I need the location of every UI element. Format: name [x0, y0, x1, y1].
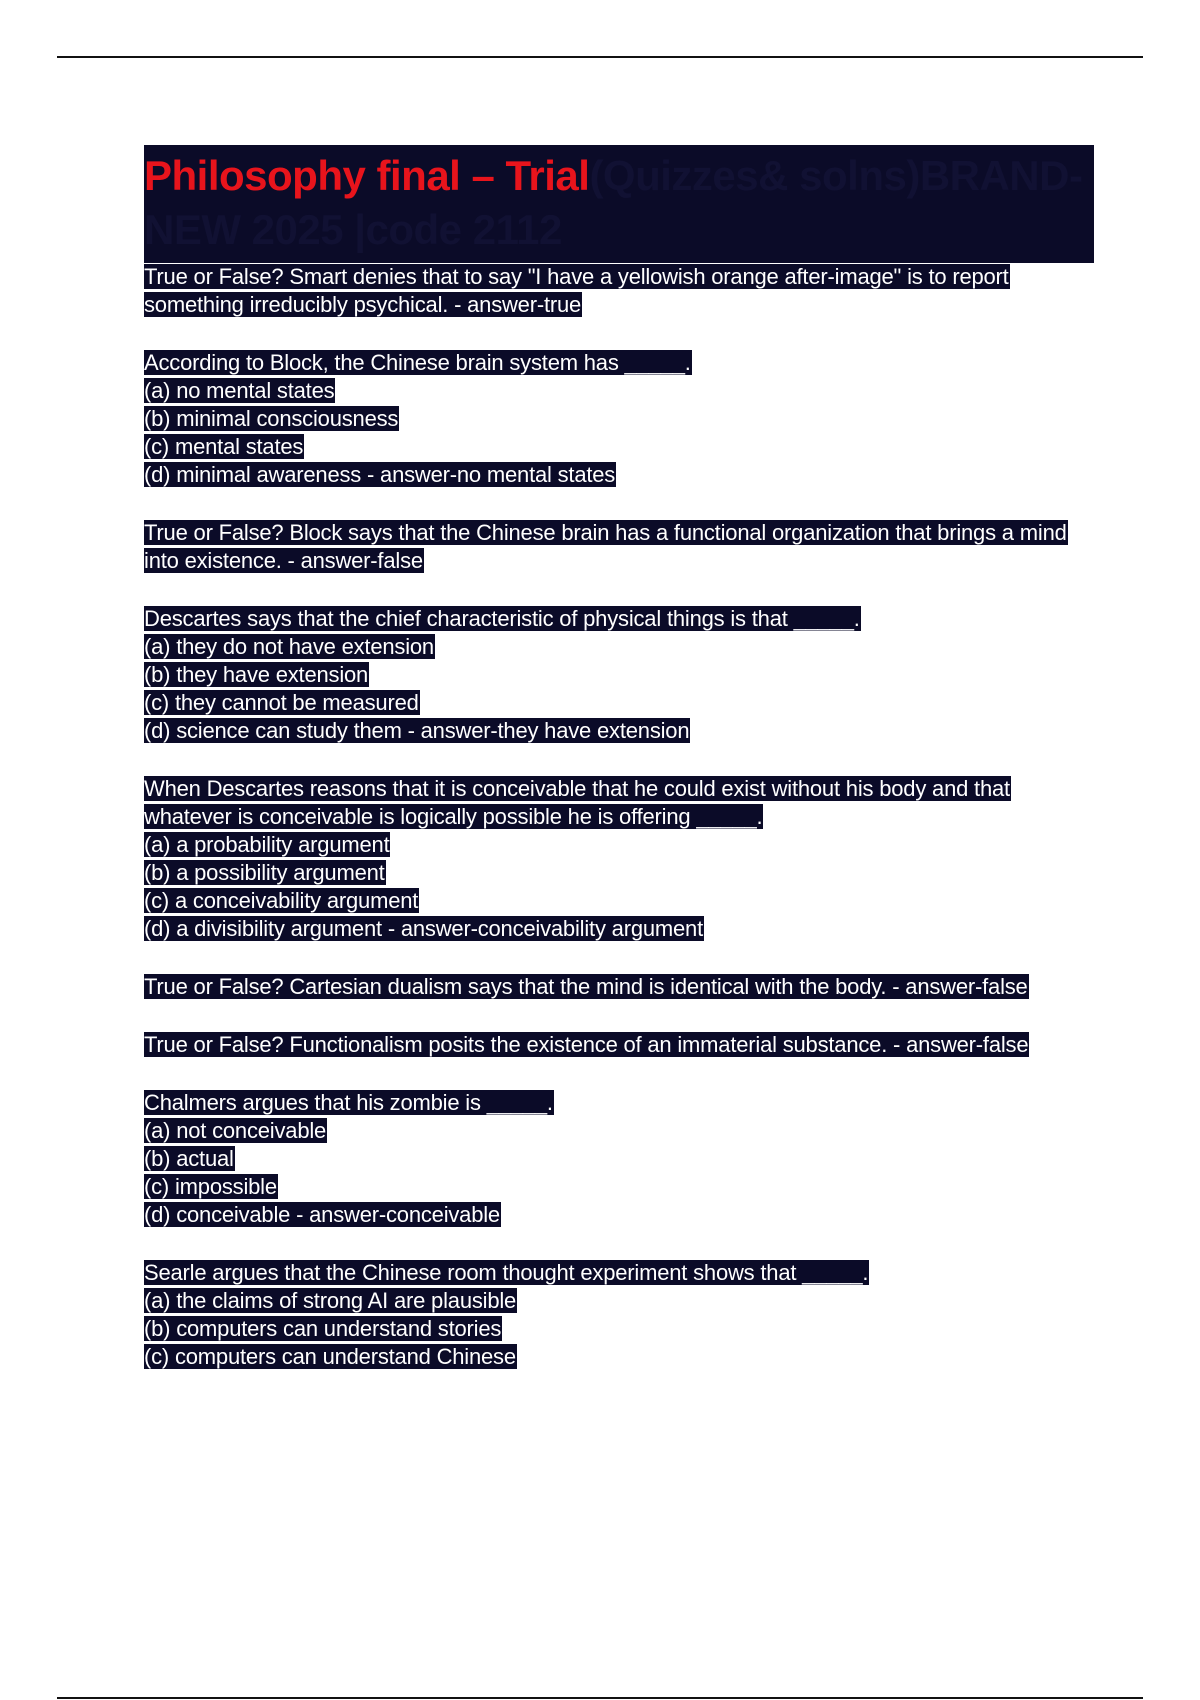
answer-option-text: (b) actual [144, 1146, 234, 1171]
question-text-highlight: When Descartes reasons that it is conceivable that he could exist without his body and that whatever is conceivable is logically possible he is offering _____. [144, 776, 1010, 829]
answer-option-text: (a) they do not have extension [144, 634, 434, 659]
question-text-highlight: True or False? Cartesian dualism says that the mind is identical with the body. - answer-false [144, 974, 1028, 999]
question-text [144, 263, 1094, 319]
answer-option-text: (c) they cannot be measured [144, 690, 419, 715]
answer-option [144, 717, 1094, 745]
answer-option-text: (d) a divisibility argument - answer-conceivability argument [144, 916, 704, 941]
footer-rule [57, 1697, 1143, 1699]
question-text [144, 1089, 1094, 1117]
question-text [144, 349, 1094, 377]
answer-option [144, 887, 1094, 915]
answer-option [144, 689, 1094, 717]
answer-option-text: (d) minimal awareness - answer-no mental states [144, 462, 616, 487]
answer-option [144, 1145, 1094, 1173]
question-text-highlight: Descartes says that the chief characteristic of physical things is that _____. [144, 606, 860, 631]
title-red-part: Philosophy final – Trial [144, 152, 590, 199]
question-text [144, 519, 1094, 575]
question-text-highlight: True or False? Smart denies that to say "I have a yellowish orange after-image" is to report something irreducibly psychical. - answer-true [144, 264, 1009, 317]
answer-option [144, 1201, 1094, 1229]
answer-option-text: (c) impossible [144, 1174, 277, 1199]
answer-option [144, 377, 1094, 405]
question-text-highlight: True or False? Functionalism posits the existence of an immaterial substance. - answer-false [144, 1032, 1029, 1057]
answer-option [144, 633, 1094, 661]
question-text-highlight: Searle argues that the Chinese room thought experiment shows that _____. [144, 1260, 869, 1285]
answer-option-text: (b) they have extension [144, 662, 369, 687]
answer-option-text: (a) no mental states [144, 378, 335, 403]
answer-option [144, 1287, 1094, 1315]
question-text [144, 1259, 1094, 1287]
question-text-highlight: According to Block, the Chinese brain system has _____. [144, 350, 691, 375]
question-block [144, 519, 1094, 575]
answer-option-text: (c) computers can understand Chinese [144, 1344, 516, 1369]
answer-option [144, 1315, 1094, 1343]
answer-option [144, 461, 1094, 489]
answer-option-text: (c) mental states [144, 434, 304, 459]
header-rule [57, 56, 1143, 58]
question-text [144, 973, 1094, 1001]
answer-option-text: (b) computers can understand stories [144, 1316, 502, 1341]
answer-option-text: (b) a possibility argument [144, 860, 385, 885]
answer-option-text: (b) minimal consciousness [144, 406, 399, 431]
answer-option [144, 661, 1094, 689]
answer-option [144, 1343, 1094, 1371]
question-block [144, 973, 1094, 1001]
question-text-highlight: True or False? Block says that the Chinese brain has a functional organization that brings a mind into existence. - answer-false [144, 520, 1067, 573]
answer-option-text: (a) a probability argument [144, 832, 390, 857]
answer-option-text: (d) conceivable - answer-conceivable [144, 1202, 500, 1227]
answer-option [144, 859, 1094, 887]
question-block [144, 1089, 1094, 1229]
title-dark-part: (Quizzes& solns)BRAND-NEW 2025 |code 2112 [144, 152, 1083, 253]
answer-option-text: (c) a conceivability argument [144, 888, 419, 913]
question-block [144, 1031, 1094, 1059]
answer-option [144, 1117, 1094, 1145]
answer-option-text: (a) not conceivable [144, 1118, 327, 1143]
answer-option [144, 405, 1094, 433]
document-body [144, 145, 1094, 1371]
answer-option-text: (d) science can study them - answer-they have extension [144, 718, 690, 743]
question-block [144, 1259, 1094, 1371]
question-block [144, 605, 1094, 745]
question-block [144, 263, 1094, 319]
answer-option [144, 433, 1094, 461]
question-list [144, 263, 1094, 1371]
question-text [144, 1031, 1094, 1059]
question-text-highlight: Chalmers argues that his zombie is _____. [144, 1090, 553, 1115]
answer-option-text: (a) the claims of strong AI are plausible [144, 1288, 517, 1313]
question-block [144, 775, 1094, 943]
answer-option [144, 1173, 1094, 1201]
answer-option [144, 915, 1094, 943]
question-block [144, 349, 1094, 489]
question-text [144, 775, 1094, 831]
document-title [144, 145, 1094, 263]
answer-option [144, 831, 1094, 859]
question-text [144, 605, 1094, 633]
